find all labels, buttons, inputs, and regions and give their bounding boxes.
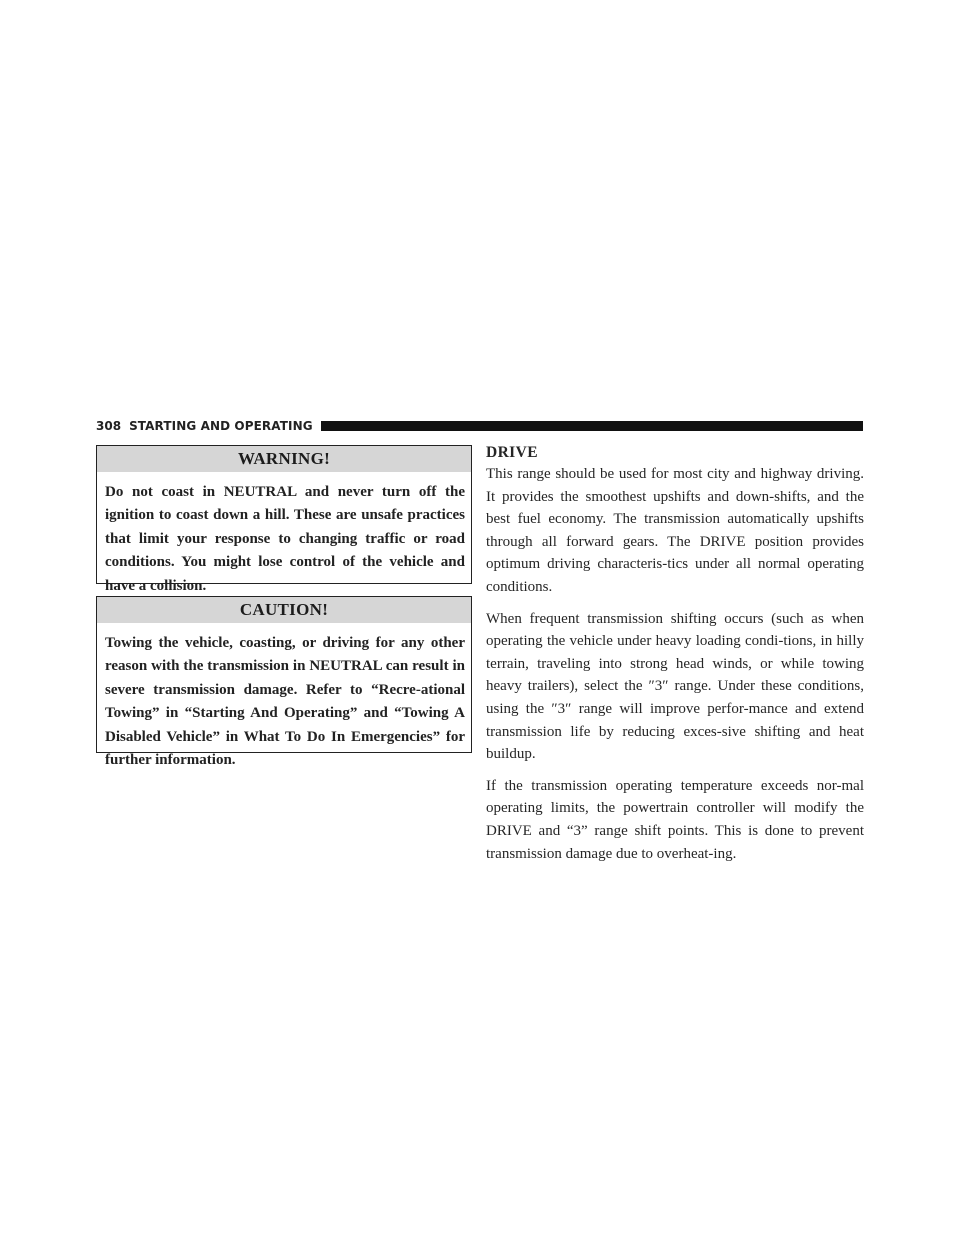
section-title: STARTING AND OPERATING bbox=[129, 419, 313, 433]
drive-paragraph: When frequent transmission shifting occurs (such as when operating the vehicle under heavy loading condi-tions, in hilly terrain, traveling into strong head winds, or while towing heavy trailers), select the ″3″ range. Under these conditions, using the ″3″ range will improve perfor-mance and extend transmission life by reducing exces-sive shifting and heat buildup. bbox=[486, 610, 864, 763]
page-number: 308 bbox=[96, 419, 122, 433]
caution-text: Towing the vehicle, coasting, or driving for any other reason with the transmission in NEUTRAL can result in severe transmission damage. Refer to “Recre-ational Towing” in “Starting And Operating” and “Towing A Disabled Vehicle” in What To Do In Emergencies” for further information. bbox=[105, 635, 465, 769]
right-column bbox=[486, 443, 864, 865]
drive-heading: DRIVE bbox=[486, 444, 538, 461]
caution-title: CAUTION! bbox=[97, 597, 471, 623]
left-column bbox=[96, 445, 472, 769]
caution-box bbox=[96, 596, 472, 769]
drive-paragraph: If the transmission operating temperature exceeds nor-mal operating limits, the powertrain controller will modify the DRIVE and “3” range shift points. This is done to prevent transmission damage due to overheat-ing. bbox=[486, 777, 864, 862]
warning-box bbox=[96, 445, 472, 594]
warning-text: Do not coast in NEUTRAL and never turn off the ignition to coast down a hill. These are unsafe practices that limit your response to changing traffic or road conditions. You might lose control of the vehicle and have a collision. bbox=[105, 484, 465, 594]
warning-title: WARNING! bbox=[97, 446, 471, 472]
header-rule bbox=[321, 421, 863, 431]
drive-paragraph: This range should be used for most city and highway driving. It provides the smoothest upshifts and down-shifts, and the best fuel economy. The transmission automatically upshifts through all forward gears. The DRIVE position provides optimum driving characteris-tics under all normal operating conditions. bbox=[486, 466, 864, 595]
page-header bbox=[96, 417, 863, 435]
